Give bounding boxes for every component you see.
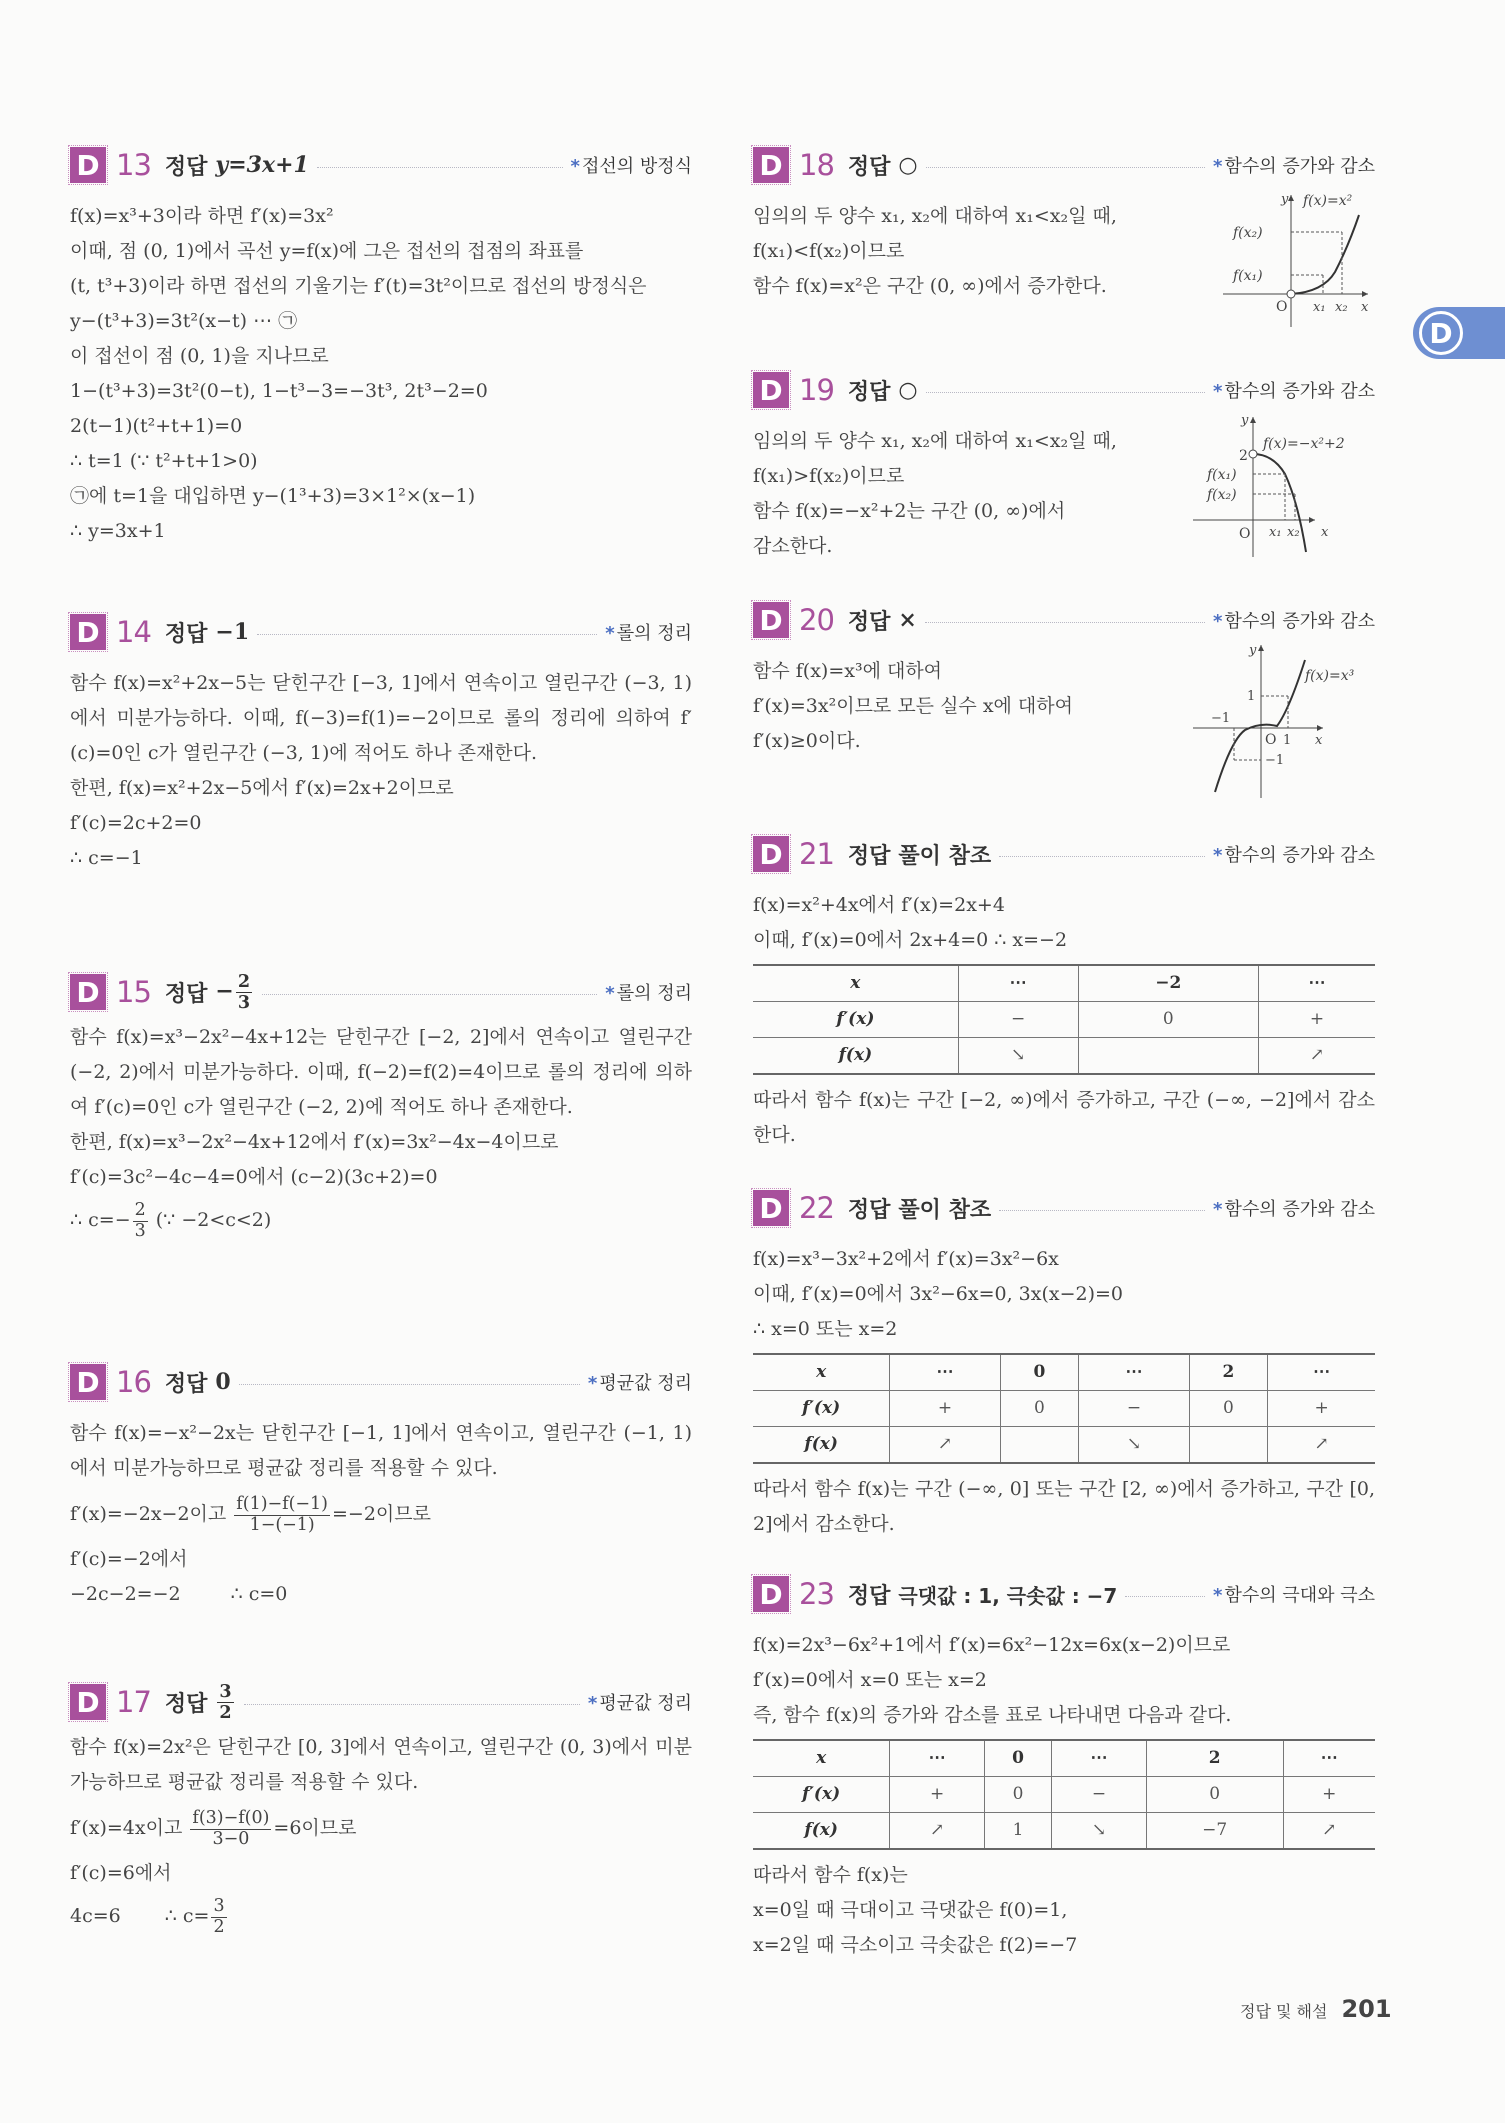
table-row <box>753 1002 1375 1038</box>
text-fragment: =6이므로 <box>273 1817 357 1839</box>
section-badge: D <box>753 1190 789 1226</box>
variation-table <box>753 1739 1375 1850</box>
svg-text:−1: −1 <box>1211 711 1231 726</box>
text-line: 이때, 점 (0, 1)에서 곡선 y=f(x)에 그은 접선의 접점의 좌표를 <box>70 240 584 262</box>
topic-tag <box>588 1369 692 1395</box>
text-line: ∴ y=3x+1 <box>70 520 166 542</box>
solution-header <box>70 1360 692 1404</box>
table-cell: −7 <box>1146 1813 1283 1850</box>
table-cell: − <box>958 1002 1078 1038</box>
table-cell: x <box>850 973 861 993</box>
table-cell: ⋯ <box>1283 1740 1375 1777</box>
topic-label: 롤의 정리 <box>616 983 692 1004</box>
numerator: f(3)−f(0) <box>192 1808 270 1829</box>
star-icon: * <box>605 623 615 644</box>
topic-label: 롤의 정리 <box>616 623 692 644</box>
section-badge: D <box>753 372 789 408</box>
text-line <box>70 1800 692 1856</box>
problem-number: 19 <box>799 373 834 407</box>
star-icon: * <box>1213 381 1223 402</box>
text-line: f(x)=x²+4x에서 f′(x)=2x+4 <box>753 894 1005 916</box>
section-badge: D <box>753 602 789 638</box>
answer-label: 정답 <box>847 154 891 180</box>
svg-text:x: x <box>1321 525 1329 540</box>
text-line: x=0일 때 극대이고 극댓값은 f(0)=1, <box>753 1899 1068 1921</box>
fraction <box>234 1495 330 1534</box>
text-fragment: f′(x)=4x이고 <box>70 1817 189 1839</box>
solution-body <box>70 1020 692 1245</box>
chapter-tab[interactable] <box>1413 307 1505 359</box>
denominator: 1−(−1) <box>249 1514 315 1535</box>
answer-value: −1 <box>215 619 250 645</box>
text-line: 임의의 두 양수 x₁, x₂에 대하여 x₁<x₂일 때, <box>753 430 1117 452</box>
denominator: 3−0 <box>212 1828 250 1849</box>
topic-label: 함수의 증가와 감소 <box>1224 611 1375 632</box>
answer-value: ○ <box>898 152 918 178</box>
topic-tag <box>1213 1195 1375 1221</box>
decrease-arrow-icon: ↘ <box>1052 1813 1147 1850</box>
star-icon: * <box>1213 1199 1223 1220</box>
problem-number: 23 <box>799 1577 834 1611</box>
text-line <box>70 1577 692 1612</box>
svg-text:O: O <box>1239 526 1251 542</box>
dotted-leader <box>262 994 597 995</box>
topic-label: 함수의 증가와 감소 <box>1224 381 1375 402</box>
topic-tag <box>605 979 692 1005</box>
table-cell: ⋯ <box>1079 1354 1189 1391</box>
svg-text:f(x₁): f(x₁) <box>1207 467 1237 483</box>
table-cell: 0 <box>1000 1354 1079 1391</box>
answer-value: 풀이 참조 <box>898 1197 992 1223</box>
text-fragment: −2c−2=−2 <box>70 1583 181 1605</box>
text-line: f′(x)=0에서 x=0 또는 x=2 <box>753 1669 987 1691</box>
table-cell: + <box>1258 1002 1375 1038</box>
answer-label: 정답 <box>847 379 891 405</box>
svg-text:x₂: x₂ <box>1287 525 1300 540</box>
graph-x-cubed <box>1093 640 1383 800</box>
text-fragment: f′(x)=−2x−2이고 <box>70 1503 233 1525</box>
text-fragment: 4c=6 <box>70 1905 121 1927</box>
text-line: 감소한다. <box>753 535 833 557</box>
text-paragraph: 함수 f(x)=−x²−2x는 닫힌구간 [−1, 1]에서 연속이고, 열린구간 (−1, 1)에서 미분가능하므로 평균값 정리를 적용할 수 있다. <box>70 1422 692 1479</box>
text-line: f′(c)=6에서 <box>70 1862 172 1884</box>
table-cell <box>1078 1038 1258 1075</box>
svg-text:−1: −1 <box>1265 753 1285 768</box>
solution-header <box>70 970 692 1014</box>
solution-body <box>753 1242 1375 1542</box>
table-cell: ⋯ <box>1052 1740 1147 1777</box>
variation-table <box>753 964 1375 1075</box>
solution-header <box>753 1186 1375 1230</box>
star-icon: * <box>587 1693 598 1714</box>
fraction <box>133 1201 148 1240</box>
text-line: f′(x)=3x²이므로 모든 실수 x에 대하여 <box>753 695 1073 717</box>
svg-text:O: O <box>1276 299 1288 315</box>
svg-text:x₁: x₁ <box>1313 300 1326 315</box>
answer-value <box>215 1682 235 1722</box>
text-line: x=2일 때 극소이고 극솟값은 f(2)=−7 <box>753 1934 1078 1956</box>
table-row <box>753 1427 1375 1464</box>
topic-tag <box>1213 1581 1375 1607</box>
text-line: ∴ t=1 (∵ t²+t+1>0) <box>70 450 258 472</box>
decrease-arrow-icon: ↘ <box>958 1038 1078 1075</box>
table-cell: + <box>1283 1777 1375 1813</box>
answer-value: 풀이 참조 <box>898 843 992 869</box>
dotted-leader <box>999 856 1205 857</box>
table-cell: ⋯ <box>1258 965 1375 1002</box>
table-cell <box>1000 1427 1079 1464</box>
table-cell: ⋯ <box>890 1740 985 1777</box>
topic-tag <box>605 619 692 645</box>
solution-body <box>70 1416 692 1612</box>
solution-body <box>753 1628 1375 1963</box>
star-icon: * <box>605 983 615 1004</box>
table-cell: 0 <box>984 1777 1051 1813</box>
answer-label: 정답 <box>847 609 891 635</box>
dotted-leader <box>257 634 597 635</box>
svg-text:2: 2 <box>1239 448 1248 464</box>
solution-d15 <box>70 970 692 1245</box>
increase-arrow-icon: ↗ <box>890 1427 1000 1464</box>
answer-label: 정답 <box>164 1691 208 1717</box>
answer-value: y=3x+1 <box>215 152 309 178</box>
topic-tag <box>571 152 692 178</box>
numerator: 2 <box>134 1200 146 1221</box>
problem-number: 18 <box>799 148 834 182</box>
problem-number: 13 <box>116 148 151 182</box>
denominator: 3 <box>134 1220 146 1241</box>
text-line: 따라서 함수 f(x)는 <box>753 1864 908 1886</box>
page-footer <box>1240 1995 1392 2023</box>
text-line: 함수 f(x)=x²은 구간 (0, ∞)에서 증가한다. <box>753 275 1107 297</box>
decrease-arrow-icon: ↘ <box>1079 1427 1189 1464</box>
text-line: f(x₁)>f(x₂)이므로 <box>753 465 905 487</box>
text-fragment: (∵ −2<c<2) <box>149 1209 272 1231</box>
table-row <box>753 1391 1375 1427</box>
text-line: ∴ x=0 또는 x=2 <box>753 1318 898 1340</box>
answer-value: 극댓값 : 1, 극솟값 : −7 <box>898 1583 1118 1608</box>
text-paragraph: 따라서 함수 f(x)는 구간 [−2, ∞)에서 증가하고, 구간 (−∞, −2]에서 감소한다. <box>753 1089 1375 1146</box>
svg-text:f(x₂): f(x₂) <box>1233 225 1263 241</box>
text-paragraph: 함수 f(x)=2x²은 닫힌구간 [0, 3]에서 연속이고, 열린구간 (0, 3)에서 미분가능하므로 평균값 정리를 적용할 수 있다. <box>70 1736 692 1793</box>
text-line: 1−(t³+3)=3t²(0−t), 1−t³−3=−3t³, 2t³−2=0 <box>70 380 488 402</box>
text-fragment: ∴ c= <box>164 1905 210 1927</box>
text-line: f′(c)=2c+2=0 <box>70 812 202 834</box>
page-number: 201 <box>1341 1995 1392 2023</box>
table-cell: f′(x) <box>802 1398 841 1418</box>
answer-label: 정답 <box>164 621 208 647</box>
fraction <box>211 1897 226 1936</box>
table-cell: f′(x) <box>802 1784 841 1804</box>
answer-label: 정답 <box>164 154 208 180</box>
dotted-leader <box>925 622 1205 623</box>
table-cell: f(x) <box>838 1045 873 1065</box>
svg-text:x: x <box>1315 733 1323 748</box>
problem-number: 17 <box>116 1685 151 1719</box>
svg-text:y: y <box>1249 643 1257 658</box>
problem-number: 20 <box>799 603 834 637</box>
star-icon: * <box>1213 1585 1223 1606</box>
table-cell: − <box>1052 1777 1147 1813</box>
answer-label: 정답 <box>847 1583 891 1609</box>
svg-text:1: 1 <box>1283 733 1292 748</box>
answer-value: ○ <box>898 377 918 403</box>
text-line: y−(t³+3)=3t²(x−t) ⋯ ㉠ <box>70 310 298 332</box>
table-cell: 0 <box>1189 1391 1268 1427</box>
topic-tag <box>1213 152 1375 178</box>
table-cell: f(x) <box>804 1434 838 1454</box>
text-line: ㉠에 t=1을 대입하면 y−(1³+3)=3×1²×(x−1) <box>70 485 476 507</box>
table-cell: f′(x) <box>836 1009 875 1029</box>
solution-header <box>753 1572 1375 1616</box>
table-row <box>753 1354 1375 1391</box>
text-line: 이때, f′(x)=0에서 3x²−6x=0, 3x(x−2)=0 <box>753 1283 1124 1305</box>
increase-arrow-icon: ↗ <box>1268 1427 1375 1464</box>
solution-d16 <box>70 1360 692 1612</box>
topic-tag <box>1213 377 1375 403</box>
star-icon: * <box>1213 845 1223 866</box>
answer-fraction <box>217 1682 233 1722</box>
solution-d18 <box>753 143 1375 315</box>
text-line: f(x)=x³−3x²+2에서 f′(x)=3x²−6x <box>753 1248 1059 1270</box>
text-line: f′(x)≥0이다. <box>753 730 861 752</box>
table-cell: x <box>816 1748 827 1768</box>
text-fragment: ∴ c=− <box>70 1209 131 1231</box>
table-cell: x <box>816 1362 827 1382</box>
dotted-leader <box>317 167 563 168</box>
solution-d23 <box>753 1572 1375 1963</box>
svg-text:f(x₂): f(x₂) <box>1207 487 1237 503</box>
denominator: 3 <box>237 991 251 1013</box>
star-icon: * <box>1213 156 1223 177</box>
dotted-leader <box>244 1704 580 1705</box>
solution-d17 <box>70 1680 692 1941</box>
answer-label: 정답 <box>847 1197 891 1223</box>
increase-arrow-icon: ↗ <box>1283 1813 1375 1850</box>
topic-tag <box>1213 607 1375 633</box>
table-row <box>753 1777 1375 1813</box>
table-cell: 0 <box>984 1740 1051 1777</box>
problem-number: 22 <box>799 1191 834 1225</box>
table-cell: 0 <box>1078 1002 1258 1038</box>
svg-text:x₁: x₁ <box>1269 525 1282 540</box>
problem-number: 14 <box>116 615 151 649</box>
table-row <box>753 1038 1375 1075</box>
section-badge: D <box>70 1684 106 1720</box>
solution-header <box>753 832 1375 876</box>
answer-fraction <box>236 972 252 1012</box>
answer-label: 정답 <box>164 1371 208 1397</box>
table-cell: + <box>890 1777 985 1813</box>
table-row <box>753 1813 1375 1850</box>
solution-body <box>753 888 1375 1153</box>
topic-label: 평균값 정리 <box>599 1693 692 1714</box>
text-line: 임의의 두 양수 x₁, x₂에 대하여 x₁<x₂일 때, <box>753 205 1117 227</box>
table-row <box>753 965 1375 1002</box>
star-icon: * <box>1213 611 1223 632</box>
svg-text:y: y <box>1281 192 1289 207</box>
text-line <box>70 1486 692 1542</box>
solution-d19 <box>753 368 1375 564</box>
svg-text:f(x)=x²: f(x)=x² <box>1303 193 1353 209</box>
table-cell <box>1189 1427 1268 1464</box>
section-badge: D <box>70 147 106 183</box>
star-icon: * <box>570 156 580 177</box>
section-badge: D <box>70 614 106 650</box>
problem-number: 15 <box>116 975 151 1009</box>
solution-body <box>70 1730 692 1941</box>
table-cell: 2 <box>1146 1740 1283 1777</box>
text-line: f(x)=x³+3이라 하면 f′(x)=3x² <box>70 205 334 227</box>
section-badge: D <box>753 1576 789 1612</box>
dotted-leader <box>926 167 1205 168</box>
text-line: f′(c)=3c²−4c−4=0에서 (c−2)(3c+2)=0 <box>70 1166 438 1188</box>
topic-label: 함수의 증가와 감소 <box>1224 1199 1375 1220</box>
dotted-leader <box>926 392 1205 393</box>
text-line: 이때, f′(x)=0에서 2x+4=0 ∴ x=−2 <box>753 929 1068 951</box>
table-cell: 0 <box>1146 1777 1283 1813</box>
section-badge: D <box>753 836 789 872</box>
text-line: 즉, 함수 f(x)의 증가와 감소를 표로 나타내면 다음과 같다. <box>753 1704 1232 1726</box>
answer-sign: − <box>215 978 234 1004</box>
solution-header <box>753 143 1375 187</box>
answer-label: 정답 <box>164 981 208 1007</box>
topic-tag <box>588 1689 692 1715</box>
table-cell: − <box>1079 1391 1189 1427</box>
topic-label: 평균값 정리 <box>599 1373 692 1394</box>
increase-arrow-icon: ↗ <box>890 1813 985 1850</box>
table-cell: ⋯ <box>890 1354 1000 1391</box>
table-cell: f(x) <box>804 1820 838 1840</box>
svg-text:f(x₁): f(x₁) <box>1233 268 1263 284</box>
topic-tag <box>1213 841 1375 867</box>
solution-d14 <box>70 610 692 876</box>
text-line: f′(c)=−2에서 <box>70 1548 188 1570</box>
numerator: f(1)−f(−1) <box>236 1494 328 1515</box>
svg-text:O: O <box>1265 732 1277 748</box>
svg-text:1: 1 <box>1247 689 1256 704</box>
solution-header <box>70 1680 692 1724</box>
numerator: 3 <box>219 1681 232 1703</box>
text-line: 한편, f(x)=x²+2x−5에서 f′(x)=2x+2이므로 <box>70 777 454 799</box>
solution-d13 <box>70 143 692 549</box>
svg-text:x: x <box>1361 300 1369 315</box>
chapter-letter-icon: D <box>1419 311 1463 355</box>
graph-neg-x-squared-plus-2 <box>1093 412 1383 562</box>
text-line: f(x)=2x³−6x²+1에서 f′(x)=6x²−12x=6x(x−2)이므로 <box>753 1634 1231 1656</box>
text-line: f(x₁)<f(x₂)이므로 <box>753 240 905 262</box>
section-badge: D <box>753 147 789 183</box>
table-cell: −2 <box>1078 965 1258 1002</box>
solution-header <box>70 610 692 654</box>
denominator: 2 <box>213 1916 225 1937</box>
topic-label: 함수의 증가와 감소 <box>1224 156 1375 177</box>
section-badge: D <box>70 974 106 1010</box>
text-line: 2(t−1)(t²+t+1)=0 <box>70 415 243 437</box>
table-cell: 0 <box>1000 1391 1079 1427</box>
section-badge: D <box>70 1364 106 1400</box>
text-line: 이 접선이 점 (0, 1)을 지나므로 <box>70 345 329 367</box>
dotted-leader <box>999 1210 1205 1211</box>
dotted-leader <box>239 1384 580 1385</box>
footer-label: 정답 및 해설 <box>1240 2002 1328 2021</box>
solution-d20 <box>753 598 1375 768</box>
text-paragraph: 따라서 함수 f(x)는 구간 (−∞, 0] 또는 구간 [2, ∞)에서 증가하고, 구간 [0, 2]에서 감소한다. <box>753 1478 1375 1535</box>
solution-d22 <box>753 1186 1375 1542</box>
answer-label: 정답 <box>847 843 891 869</box>
solution-header <box>753 598 1375 642</box>
solution-body <box>70 199 692 549</box>
table-cell: + <box>1268 1391 1375 1427</box>
text-fragment: ∴ c=0 <box>230 1583 288 1605</box>
svg-text:f(x)=x³: f(x)=x³ <box>1305 668 1355 684</box>
problem-number: 16 <box>116 1365 151 1399</box>
text-line: (t, t³+3)이라 하면 접선의 기울기는 f′(t)=3t²이므로 접선의 방정식은 <box>70 275 647 297</box>
solution-header <box>70 143 692 187</box>
solution-body <box>70 666 692 876</box>
numerator: 3 <box>213 1896 225 1917</box>
table-cell: 1 <box>984 1813 1051 1850</box>
table-cell: ⋯ <box>1268 1354 1375 1391</box>
svg-text:x₂: x₂ <box>1335 300 1348 315</box>
answer-value: 0 <box>215 1369 231 1395</box>
svg-text:f(x)=−x²+2: f(x)=−x²+2 <box>1263 436 1345 452</box>
text-line <box>70 1891 692 1941</box>
topic-label: 함수의 증가와 감소 <box>1224 845 1375 866</box>
answer-value: × <box>898 607 917 633</box>
solution-d21 <box>753 832 1375 1153</box>
graph-x-squared <box>1163 187 1383 327</box>
denominator: 2 <box>219 1701 232 1723</box>
problem-number: 21 <box>799 837 834 871</box>
text-fragment: =−2이므로 <box>332 1503 431 1525</box>
text-line: 한편, f(x)=x³−2x²−4x+12에서 f′(x)=3x²−4x−4이므로 <box>70 1131 559 1153</box>
fraction <box>190 1809 271 1848</box>
text-paragraph: 함수 f(x)=x³−2x²−4x+12는 닫힌구간 [−2, 2]에서 연속이고 열린구간 (−2, 2)에서 미분가능하다. 이때, f(−2)=f(2)=4이므로 롤의 정리에 의하여 f′(c)=0인 c가 열린구간 (−2, 2)에 적어도 하나 존재한다. <box>70 1026 692 1118</box>
topic-label: 접선의 방정식 <box>581 156 692 177</box>
topic-label: 함수의 극대와 극소 <box>1224 1585 1375 1606</box>
table-cell: + <box>890 1391 1000 1427</box>
text-paragraph: 함수 f(x)=x²+2x−5는 닫힌구간 [−3, 1]에서 연속이고 열린구간 (−3, 1)에서 미분가능하다. 이때, f(−3)=f(1)=−2이므로 롤의 정리에 의하여 f′(c)=0인 c가 열린구간 (−3, 1)에 적어도 하나 존재한다. <box>70 672 692 764</box>
star-icon: * <box>587 1373 598 1394</box>
numerator: 2 <box>237 971 251 993</box>
text-line <box>70 1195 692 1245</box>
text-line: 함수 f(x)=x³에 대하여 <box>753 660 943 682</box>
variation-table <box>753 1353 1375 1464</box>
text-line: ∴ c=−1 <box>70 847 143 869</box>
table-cell: 2 <box>1189 1354 1268 1391</box>
text-line: 함수 f(x)=−x²+2는 구간 (0, ∞)에서 <box>753 500 1066 522</box>
solution-header <box>753 368 1375 412</box>
svg-text:y: y <box>1241 413 1249 428</box>
increase-arrow-icon: ↗ <box>1258 1038 1375 1075</box>
dotted-leader <box>1125 1596 1205 1597</box>
answer-value <box>215 972 254 1012</box>
table-row <box>753 1740 1375 1777</box>
table-cell: ⋯ <box>958 965 1078 1002</box>
